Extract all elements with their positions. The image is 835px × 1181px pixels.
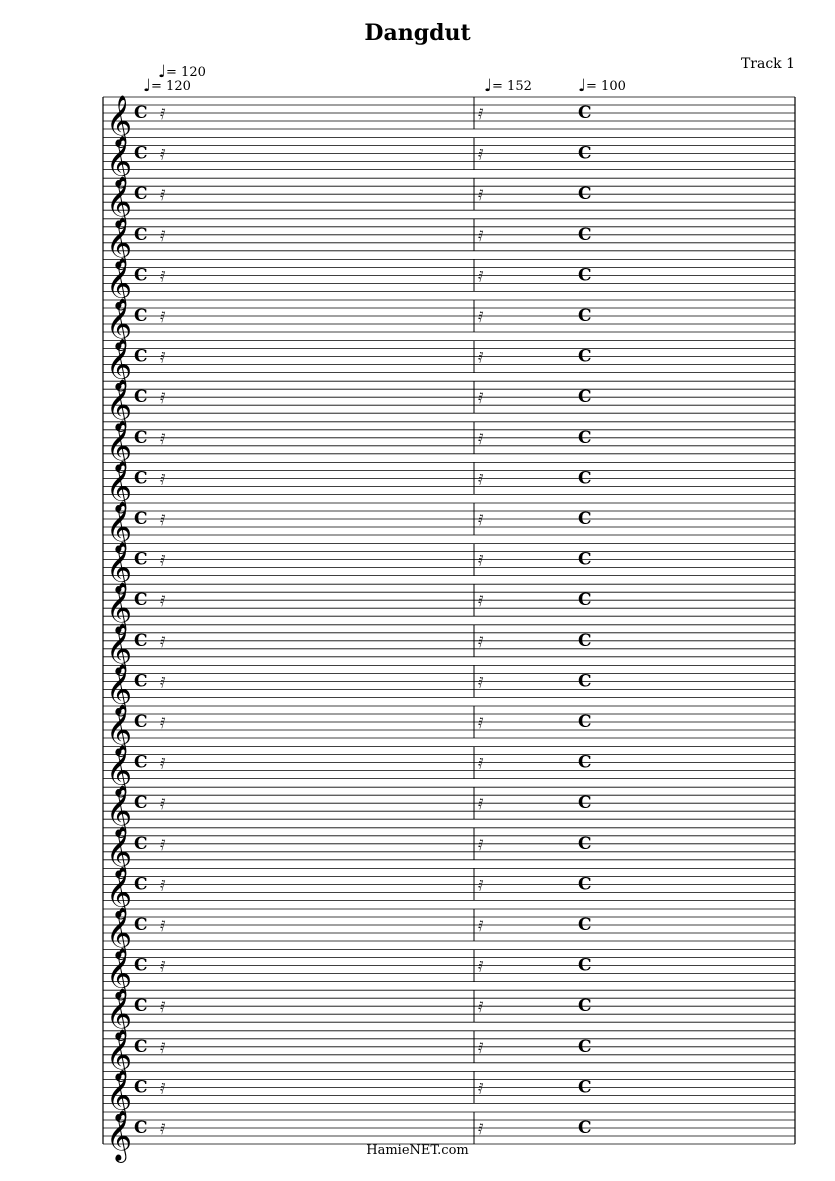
time-signature: C — [134, 509, 148, 529]
time-signature: C — [578, 184, 592, 205]
rest-icon: 𝅀 — [478, 592, 484, 611]
time-signature: C — [578, 752, 592, 773]
tempo-mark-4: ♩= 100 — [578, 76, 626, 96]
treble-clef-icon: 𝄞 — [106, 379, 133, 431]
rest-icon: 𝅀 — [478, 754, 484, 773]
time-signature: C — [578, 509, 592, 529]
rest-icon: 𝅀 — [478, 267, 484, 286]
rest-icon: 𝅀 — [160, 835, 166, 854]
time-signature: C — [578, 996, 592, 1017]
treble-clef-icon: 𝄞 — [106, 298, 133, 349]
rest-icon: 𝅀 — [478, 632, 484, 651]
rest-icon: 𝅀 — [478, 470, 484, 489]
treble-clef-icon: 𝄞 — [106, 460, 133, 512]
treble-clef-icon: 𝄞 — [106, 825, 133, 877]
time-signature: C — [578, 103, 592, 123]
treble-clef-icon: 𝄞 — [106, 338, 133, 390]
time-signature: C — [578, 387, 592, 408]
time-signature: C — [578, 306, 592, 326]
time-signature: C — [134, 630, 148, 651]
quarter-note-icon: ♩ — [143, 76, 152, 96]
rest-icon: 𝅀 — [160, 917, 166, 935]
quarter-note-icon: ♩ — [158, 62, 167, 82]
rest-icon: 𝅀 — [160, 470, 166, 489]
rest-icon: 𝅀 — [478, 389, 484, 408]
rest-icon: 𝅀 — [478, 795, 484, 814]
rest-icon: 𝅀 — [478, 1079, 484, 1098]
rest-icon: 𝅀 — [160, 105, 166, 123]
rest-icon: 𝅀 — [160, 957, 166, 976]
time-signature: C — [134, 793, 148, 814]
rest-icon: 𝅀 — [160, 267, 166, 286]
rest-icon: 𝅀 — [160, 511, 166, 529]
score-title: Dangdut — [364, 20, 471, 46]
rest-icon: 𝅀 — [160, 795, 166, 814]
time-signature: C — [134, 549, 148, 570]
time-signature: C — [134, 143, 148, 164]
treble-clef-icon: 𝄞 — [106, 907, 133, 958]
treble-clef-icon: 𝄞 — [106, 785, 133, 837]
rest-icon: 𝅀 — [478, 308, 484, 326]
rest-icon: 𝅀 — [160, 714, 166, 732]
treble-clef-icon: 𝄞 — [106, 95, 133, 146]
rest-icon: 𝅀 — [160, 551, 166, 570]
time-signature: C — [578, 468, 592, 489]
time-signature: C — [134, 1036, 148, 1057]
rest-icon: 𝅀 — [478, 429, 484, 448]
rest-icon: 𝅀 — [478, 957, 484, 976]
treble-clef-icon: 𝄞 — [106, 622, 133, 674]
time-signature: C — [134, 1077, 148, 1098]
rest-icon: 𝅀 — [478, 835, 484, 854]
time-signature: C — [578, 955, 592, 976]
time-signature: C — [578, 630, 592, 651]
time-signature: C — [578, 346, 592, 367]
time-signature: C — [134, 752, 148, 773]
time-signature: C — [134, 427, 148, 448]
time-signature: C — [134, 224, 148, 245]
rest-icon: 𝅀 — [478, 714, 484, 732]
treble-clef-icon: 𝄞 — [106, 988, 133, 1040]
time-signature: C — [134, 874, 148, 895]
treble-clef-icon: 𝄞 — [106, 216, 133, 268]
time-signature: C — [578, 671, 592, 692]
treble-clef-icon: 𝄞 — [106, 501, 133, 552]
time-signature: C — [578, 833, 592, 854]
treble-clef-icon: 𝄞 — [106, 1110, 133, 1161]
rest-icon: 𝅀 — [160, 1120, 166, 1138]
treble-clef-icon: 𝄞 — [106, 135, 133, 187]
treble-clef-icon: 𝄞 — [106, 663, 133, 715]
time-signature: C — [578, 1036, 592, 1057]
tempo-mark-2: ♩= 120 — [143, 76, 191, 96]
rest-icon: 𝅀 — [160, 226, 166, 245]
tempo-mark-1: ♩= 120 — [158, 62, 206, 82]
time-signature: C — [134, 833, 148, 854]
rest-icon: 𝅀 — [160, 1038, 166, 1057]
rest-icon: 𝅀 — [160, 186, 166, 205]
time-signature: C — [134, 468, 148, 489]
rest-icon: 𝅀 — [478, 876, 484, 895]
treble-clef-icon: 𝄞 — [106, 541, 133, 593]
rest-icon: 𝅀 — [160, 308, 166, 326]
treble-clef-icon: 𝄞 — [106, 176, 133, 228]
rest-icon: 𝅀 — [478, 551, 484, 570]
time-signature: C — [578, 793, 592, 814]
rest-icon: 𝅀 — [478, 511, 484, 529]
rest-icon: 𝅀 — [478, 998, 484, 1017]
time-signature: C — [578, 590, 592, 611]
time-signature: C — [134, 306, 148, 326]
rest-icon: 𝅀 — [160, 592, 166, 611]
rest-icon: 𝅀 — [478, 1120, 484, 1138]
treble-clef-icon: 𝄞 — [106, 419, 133, 471]
treble-clef-icon: 𝄞 — [106, 1028, 133, 1080]
rest-icon: 𝅀 — [478, 1038, 484, 1057]
time-signature: C — [134, 590, 148, 611]
rest-icon: 𝅀 — [160, 389, 166, 408]
time-signature: C — [134, 265, 148, 286]
rest-icon: 𝅀 — [478, 226, 484, 245]
rest-icon: 𝅀 — [160, 754, 166, 773]
treble-clef-icon: 𝄞 — [106, 866, 133, 918]
treble-clef-icon: 𝄞 — [106, 582, 133, 634]
rest-icon: 𝅀 — [478, 348, 484, 367]
time-signature: C — [578, 712, 592, 732]
rest-icon: 𝅀 — [160, 1079, 166, 1098]
track-label: Track 1 — [740, 56, 795, 72]
time-signature: C — [134, 996, 148, 1017]
time-signature: C — [578, 1077, 592, 1098]
treble-clef-icon: 𝄞 — [106, 1069, 133, 1121]
rest-icon: 𝅀 — [160, 348, 166, 367]
rest-icon: 𝅀 — [160, 429, 166, 448]
rest-icon: 𝅀 — [478, 186, 484, 205]
time-signature: C — [578, 549, 592, 570]
time-signature: C — [578, 874, 592, 895]
time-signature: C — [578, 915, 592, 935]
time-signature: C — [134, 346, 148, 367]
rest-icon: 𝅀 — [160, 673, 166, 692]
treble-clef-icon: 𝄞 — [106, 704, 133, 755]
time-signature: C — [134, 955, 148, 976]
rest-icon: 𝅀 — [160, 876, 166, 895]
time-signature: C — [578, 224, 592, 245]
quarter-note-icon: ♩ — [578, 76, 587, 96]
time-signature: C — [134, 184, 148, 205]
time-signature: C — [578, 143, 592, 164]
treble-clef-icon: 𝄞 — [106, 257, 133, 309]
treble-clef-icon: 𝄞 — [106, 744, 133, 796]
rest-icon: 𝅀 — [478, 673, 484, 692]
treble-clef-icon: 𝄞 — [106, 947, 133, 999]
time-signature: C — [578, 427, 592, 448]
rest-icon: 𝅀 — [478, 145, 484, 164]
rest-icon: 𝅀 — [160, 998, 166, 1017]
footer-credit: HamieNET.com — [366, 1143, 469, 1158]
time-signature: C — [134, 712, 148, 732]
rest-icon: 𝅀 — [160, 632, 166, 651]
rest-icon: 𝅀 — [478, 917, 484, 935]
rest-icon: 𝅀 — [478, 105, 484, 123]
time-signature: C — [134, 1118, 148, 1138]
tempo-mark-3: ♩= 152 — [484, 76, 532, 96]
time-signature: C — [578, 265, 592, 286]
time-signature: C — [134, 915, 148, 935]
time-signature: C — [134, 671, 148, 692]
rest-icon: 𝅀 — [160, 145, 166, 164]
quarter-note-icon: ♩ — [484, 76, 493, 96]
time-signature: C — [134, 103, 148, 123]
time-signature: C — [134, 387, 148, 408]
time-signature: C — [578, 1118, 592, 1138]
